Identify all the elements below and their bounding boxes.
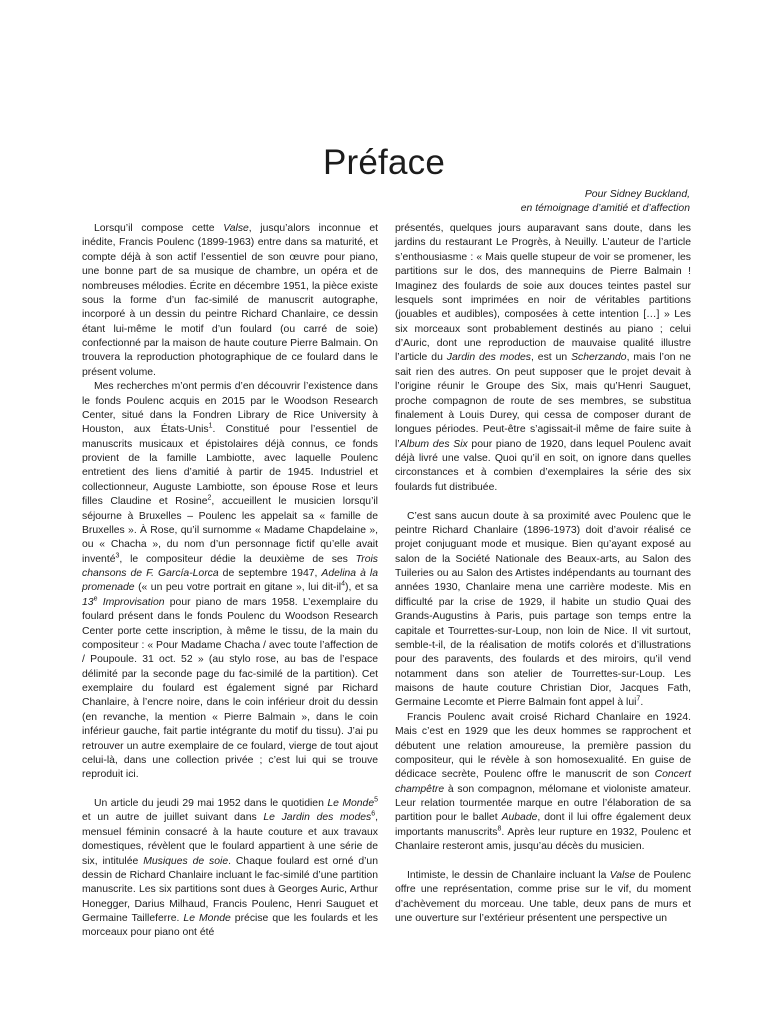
text-run: de Poulenc offre une représentation, comme prise sur le vif, du moment d’achèvement du morceau. Une table, deux pans de murs et une ouverture sur l’extérieur présentent une perspective un	[395, 869, 691, 924]
italic-text: Concert champêtre	[395, 769, 691, 795]
paragraph	[395, 510, 691, 711]
right-column	[395, 222, 691, 926]
italic-text: Trois chansons de F. García-Lorca	[82, 553, 378, 579]
text-run: , mensuel féminin consacré à la haute couture et aux travaux domestiques, révèlent que le foulard appartient à une série de six, intitulée	[82, 812, 378, 867]
italic-text: Le Jardin des modes	[263, 812, 372, 824]
footnote-ref: 7	[636, 695, 641, 703]
text-run: Francis Poulenc avait croisé Richard Chanlaire en 1924. Mais c’est en 1929 que les deux hommes se rapprochent et débutent une relation amoureuse, la première passion du compositeur, qui le révèle à son homosexualité. En guise de dédicace secrète, Poulenc offre le manuscrit de son	[395, 711, 691, 781]
paragraph	[82, 797, 378, 941]
text-run: Intimiste, le dessin de Chanlaire incluant la	[407, 869, 610, 881]
paragraph	[395, 222, 691, 495]
text-run: ), et sa	[345, 582, 378, 594]
italic-text: Valse	[223, 223, 249, 234]
text-run: , accueillent le musicien lorsqu’il séjourne à Bruxelles – Poulenc les appelait sa « famille de Bruxelles ». À Rose, qu’il surnomme « Madame Chapdelaine », ou « Chacha », du nom d’un personnage fictif qu’elle avait inventé	[82, 496, 378, 565]
paragraph	[395, 869, 691, 927]
footnote-ref: 6	[371, 810, 376, 818]
text-run: . Constitué pour l’essentiel de manuscrits musicaux et épistolaires déjà connus, ce fonds provient de la famille Lambiotte, avec laquelle Poulenc entretient des liens d’amitié à partir de 1945. Industriel et collectionneur, Auguste Lambiotte, son épouse Rose et leurs filles Claudine et Rosine	[82, 424, 378, 508]
dedication-line-2: en témoignage d’amitié et d’affection	[520, 203, 690, 214]
left-column	[82, 222, 378, 941]
dedication	[521, 188, 690, 216]
text-run: , jusqu’alors inconnue et inédite, Francis Poulenc (1899-1963) entre dans sa maturité, et compte déjà à son actif l’essentiel de son œuvre pour piano, une bonne part de sa musique de chambre, un opéra et de nombreuses mélodies. Écrite en décembre 1951, la pièce existe sous la forme d’un fac-similé de manuscrit autographe, incorporé à un dessin du peintre Richard Chanlaire, ce dessin étant lui-même le motif d’un foulard (ou carré de soie) confectionné par la maison de haute couture Pierre Balmain. On trouvera la reproduction photographique de ce foulard dans le présent volume.	[82, 223, 378, 378]
italic-text: Aubade	[501, 812, 538, 824]
italic-text: Jardin des modes	[446, 352, 531, 364]
paragraph	[82, 222, 378, 380]
footnote-ref: 3	[115, 552, 120, 560]
footnote-ref: 4	[341, 580, 346, 588]
text-run: .	[640, 697, 644, 709]
text-run: , est un	[530, 352, 572, 364]
text-run: . Chaque foulard est orné d’un dessin de Richard Chanlaire incluant le fac-similé d’une partition manuscrite. Les six partitions sont dues à Georges Auric, Arthur Honegger, Darius Milhaud, Francis Poulenc, Henri Sauguet et Germaine Tailleferre.	[82, 855, 378, 924]
text-run: , mais l’on ne sait rien des autres. On peut supposer que le projet devait à l’origine réunir le Groupe des Six, mais qu’Henri Sauguet, proche compagnon de route de ses membres, se substitua finalement à Louis Durey, qui cessa de composer durant de longues périodes. Peut-être s’agissait-il même de faire suite à l’	[395, 352, 692, 450]
text-run: C’est sans aucun doute à sa proximité avec Poulenc que le peintre Richard Chanlaire (1896-1973) doit d’avoir réalisé ce projet conjuguant mode et musique. Bien qu’ayant exposé au salon de la Société Nationale des Beaux-arts, au Salon des Tuileries ou au Salon des Artistes indépendants au tournant des années 1930, Chanlaire mena une carrière modeste. Mis en difficulté par la crise de 1929, il habite un studio Quai des Grands-Augustins à Paris, puis partage son temps entre la capitale et Tourrettes-sur-Loup, non loin de Nice. Il vit surtout, semble-t-il, de la réalisation de motifs colorés et d’illustrations pour des paravents, des foulards et des miroirs, qu’il vend notamment dans son atelier de Tourrettes-sur-Loup. Les maisons de haute couture Christian Dior, Jacques Fath, Germaine Lecomte et Pierre Balmain font appel à lui	[395, 510, 691, 709]
italic-text: Valse	[609, 869, 636, 881]
italic-text: Adelina à la promenade	[82, 568, 379, 594]
italic-text: Album des Six	[399, 438, 468, 450]
italic-text: 13	[82, 596, 94, 608]
italic-text: Le Monde	[327, 798, 375, 809]
italic-text: Le Monde	[183, 913, 231, 924]
footnote-ref: e	[93, 595, 98, 603]
text-run: présentés, quelques jours auparavant sans doute, dans les jardins du restaurant Le Progrès, à Neuilly. L’auteur de l’article s’enthousiasme : « Mais quelle stupeur de voir se promener, les partitions sur le dos, des mannequins de Pierre Balmain ! Imaginez des foulards de soie aux douces teintes pastel sur lesquels sont imprimées en noir de véritables partitions (jouables et audibles), composées à cette intention […] » Les six morceaux sont probablement destinés au piano ; celui d’Auric, dont une reproduction de mauvaise qualité illustre l’article du	[395, 223, 691, 364]
text-run: . Après leur rupture en 1932, Poulenc et Chanlaire resteront amis, jusqu’au décès du musicien.	[395, 826, 691, 853]
footnote-ref: 5	[374, 796, 379, 804]
text-run: à son compagnon, mélomane et violoniste amateur. Leur relation tourmentée marque en outre l’élaboration de sa partition pour le ballet	[395, 783, 691, 824]
text-run: pour piano de mars 1958. L’exemplaire du foulard présent dans le fonds Poulenc du Woodson Research Center porte cette inscription, à même le tissu, de la main du compositeur : « Pour Madame Chacha / avec toute l’affection de / Poupoule. 31 oct. 52 » (au stylo rose, au bas de l’espace délimité par la seconde page du fac-similé de la partition). Cet exemplaire du foulard est également signé par Richard Chanlaire, à l’encre noire, dans le coin inférieur droit du dessin (en revanche, la mention « Pierre Balmain », dans le coin inférieur gauche, fait partie intégrante du motif du tissu). J’ai pu retrouver un autre exemplaire de ce foulard, vierge de tout ajout celui-là, dans une collection privée ; c’est lui qui se trouve reproduit ici.	[82, 596, 378, 781]
paragraph	[82, 380, 378, 783]
text-run: précise que les foulards et les morceaux pour piano ont été	[82, 913, 378, 939]
text-run: , dont il lui offre également deux importants manuscrits	[395, 812, 691, 838]
text-run: Mes recherches m’ont permis d’en découvrir l’existence dans le fonds Poulenc acquis en 2015 par le Woodson Research Center, situé dans la Fondren Library de Rice University à Houston, aux États-Unis	[82, 381, 378, 436]
footnote-ref: 8	[497, 825, 502, 833]
italic-text: Scherzando	[571, 352, 627, 364]
text-run: pour piano de 1920, dans lequel Poulenc avait déjà livré une valse. Quoi qu’il en soit, on ignore dans quelles circonstances et à combien d’exemplaires la série des six foulards fut distribuée.	[395, 438, 691, 493]
text-run: , le compositeur dédie la deuxième de ses	[119, 553, 356, 565]
paragraph	[395, 711, 691, 855]
text-run: Lorsqu’il compose cette	[94, 223, 224, 234]
italic-text: Improvisation	[97, 596, 165, 608]
footnote-ref: 1	[208, 422, 213, 430]
text-run: (« un peu votre portrait en gitane », lui dit-il	[134, 582, 342, 594]
footnote-ref: 2	[207, 494, 212, 502]
text-run: Un article du jeudi 29 mai 1952 dans le quotidien	[94, 798, 328, 809]
page-title: Préface	[322, 143, 446, 183]
dedication-line-1: Pour Sidney Buckland,	[584, 189, 690, 200]
text-run: et un autre de juillet suivant dans	[82, 812, 264, 824]
italic-text: Musiques de soie	[143, 855, 229, 867]
text-run: de septembre 1947,	[218, 568, 322, 579]
